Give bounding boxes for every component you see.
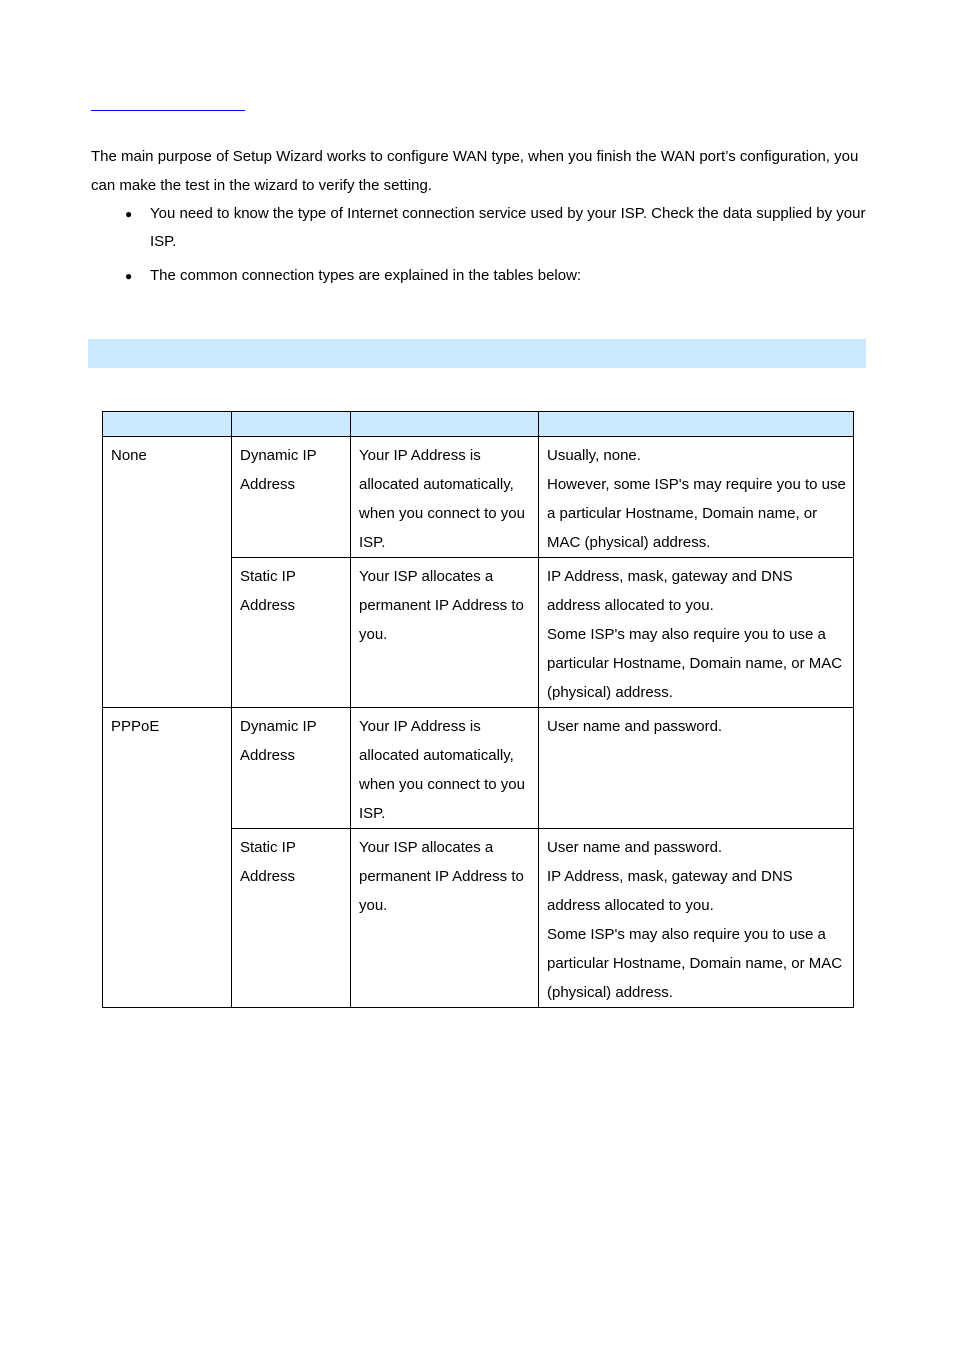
header-cell (103, 412, 232, 437)
data-line: IP Address, mask, gateway and DNS address allocated to you. (547, 568, 793, 614)
data-required-cell (539, 708, 854, 829)
data-line: Usually, none. (547, 447, 641, 464)
bullet-text: You need to know the type of Internet connection service used by your ISP. Check the data supplied by your ISP. (150, 205, 866, 250)
bullet-item (91, 262, 881, 290)
data-required-cell (539, 437, 854, 558)
bullet-dot-icon: ● (125, 207, 133, 221)
data-line: Some ISP's may also require you to use a particular Hostname, Domain name, or MAC (physical) address. (547, 626, 843, 701)
table-row (103, 437, 854, 558)
header-cell (351, 412, 539, 437)
header-cell (539, 412, 854, 437)
ip-type-cell: Dynamic IP Address (232, 708, 351, 829)
bullet-dot-icon: ● (125, 269, 133, 283)
bullet-item (91, 200, 881, 256)
description-cell: Your ISP allocates a permanent IP Address to you. (351, 829, 539, 1008)
encapsulation-cell: PPPoE (103, 708, 232, 1008)
table-header-row (103, 412, 854, 437)
description-cell: Your IP Address is allocated automatically, when you connect to you ISP. (351, 708, 539, 829)
heading-link-underline[interactable] (91, 110, 245, 111)
description-cell: Your ISP allocates a permanent IP Address to you. (351, 558, 539, 708)
intro-paragraph: The main purpose of Setup Wizard works to configure WAN type, when you finish the WAN port’s configuration, you can make the test in the wizard to verify the setting. (91, 148, 859, 194)
description-cell: Your IP Address is allocated automatically, when you connect to you ISP. (351, 437, 539, 558)
bullet-text: The common connection types are explained in the tables below: (150, 267, 582, 284)
data-line: User name and password. (547, 718, 723, 735)
table-row (103, 708, 854, 829)
data-line: Some ISP's may also require you to use a particular Hostname, Domain name, or MAC (physical) address. (547, 926, 843, 1001)
data-line: User name and password. (547, 839, 723, 856)
header-cell (232, 412, 351, 437)
ip-type-cell: Dynamic IP Address (232, 437, 351, 558)
ip-type-cell: Static IP Address (232, 829, 351, 1008)
section-band (88, 339, 866, 368)
data-required-cell (539, 558, 854, 708)
data-line: However, some ISP's may require you to use a particular Hostname, Domain name, or MAC (physical) address. (547, 476, 846, 551)
encapsulation-cell: None (103, 437, 232, 708)
connection-types-table (102, 411, 854, 1008)
bullet-list (91, 200, 881, 290)
data-required-cell (539, 829, 854, 1008)
ip-type-cell: Static IP Address (232, 558, 351, 708)
data-line: IP Address, mask, gateway and DNS address allocated to you. (547, 868, 793, 914)
